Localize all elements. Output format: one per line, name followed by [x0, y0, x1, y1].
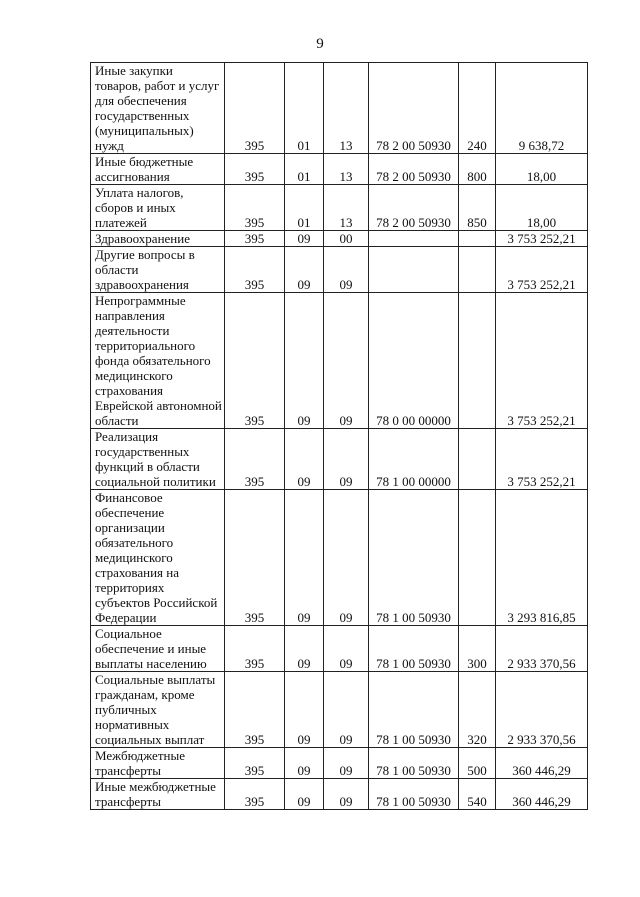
page-number: 9 [316, 36, 324, 52]
row-rz: 09 [285, 490, 324, 626]
row-rz: 09 [285, 748, 324, 779]
row-sum: 360 446,29 [496, 779, 588, 810]
row-csr: 78 1 00 50930 [369, 748, 459, 779]
row-name: Финансовое обеспечение организации обязательного медицинского страхования на территориях субъектов Российской Федерации [91, 490, 225, 626]
row-name: Иные межбюджетные трансферты [91, 779, 225, 810]
table-row [91, 490, 588, 626]
row-pr: 09 [324, 672, 369, 748]
row-name: Реализация государственных функций в области социальной политики [91, 429, 225, 490]
row-sum: 2 933 370,56 [496, 626, 588, 672]
row-name: Межбюджетные трансферты [91, 748, 225, 779]
row-pr: 09 [324, 293, 369, 429]
row-csr: 78 2 00 50930 [369, 185, 459, 231]
row-ved: 395 [225, 779, 285, 810]
table-row [91, 626, 588, 672]
row-rz: 01 [285, 185, 324, 231]
row-ved: 395 [225, 626, 285, 672]
row-pr: 09 [324, 779, 369, 810]
row-csr: 78 1 00 00000 [369, 429, 459, 490]
row-sum: 2 933 370,56 [496, 672, 588, 748]
row-ved: 395 [225, 748, 285, 779]
table-row [91, 231, 588, 247]
row-pr: 09 [324, 490, 369, 626]
row-csr: 78 1 00 50930 [369, 626, 459, 672]
row-ved: 395 [225, 247, 285, 293]
row-csr: 78 1 00 50930 [369, 779, 459, 810]
row-sum: 18,00 [496, 154, 588, 185]
row-sum: 18,00 [496, 185, 588, 231]
row-name: Непрограммные направления деятельности территориального фонда обязательного медицинского страхования Еврейской автономной области [91, 293, 225, 429]
row-rz: 01 [285, 63, 324, 154]
row-pr: 09 [324, 429, 369, 490]
table-row [91, 672, 588, 748]
row-csr: 78 2 00 50930 [369, 63, 459, 154]
row-name: Уплата налогов, сборов и иных платежей [91, 185, 225, 231]
row-rz: 09 [285, 429, 324, 490]
row-rz: 09 [285, 231, 324, 247]
row-sum: 9 638,72 [496, 63, 588, 154]
table-row [91, 429, 588, 490]
row-rz: 09 [285, 626, 324, 672]
table-row [91, 247, 588, 293]
row-pr: 13 [324, 185, 369, 231]
row-vr [459, 231, 496, 247]
row-csr [369, 231, 459, 247]
row-rz: 09 [285, 247, 324, 293]
row-vr: 540 [459, 779, 496, 810]
row-rz: 01 [285, 154, 324, 185]
row-pr: 09 [324, 247, 369, 293]
row-ved: 395 [225, 63, 285, 154]
row-vr: 320 [459, 672, 496, 748]
row-sum: 3 753 252,21 [496, 247, 588, 293]
row-pr: 13 [324, 63, 369, 154]
row-ved: 395 [225, 490, 285, 626]
row-vr: 500 [459, 748, 496, 779]
row-vr: 300 [459, 626, 496, 672]
budget-table [90, 62, 588, 810]
row-name: Другие вопросы в области здравоохранения [91, 247, 225, 293]
row-ved: 395 [225, 154, 285, 185]
table-row [91, 185, 588, 231]
row-vr [459, 247, 496, 293]
row-name: Социальное обеспечение и иные выплаты населению [91, 626, 225, 672]
row-rz: 09 [285, 672, 324, 748]
row-vr: 240 [459, 63, 496, 154]
row-sum: 3 753 252,21 [496, 293, 588, 429]
table-row [91, 293, 588, 429]
row-ved: 395 [225, 231, 285, 247]
row-csr: 78 0 00 00000 [369, 293, 459, 429]
row-vr: 800 [459, 154, 496, 185]
row-pr: 13 [324, 154, 369, 185]
row-csr [369, 247, 459, 293]
table-row [91, 779, 588, 810]
row-vr [459, 429, 496, 490]
row-name: Здравоохранение [91, 231, 225, 247]
row-ved: 395 [225, 293, 285, 429]
row-pr: 00 [324, 231, 369, 247]
row-ved: 395 [225, 672, 285, 748]
row-pr: 09 [324, 626, 369, 672]
row-sum: 3 293 816,85 [496, 490, 588, 626]
row-ved: 395 [225, 185, 285, 231]
table-row [91, 63, 588, 154]
row-rz: 09 [285, 779, 324, 810]
row-sum: 360 446,29 [496, 748, 588, 779]
row-name: Иные закупки товаров, работ и услуг для обеспечения государственных (муниципальных) нужд [91, 63, 225, 154]
row-vr [459, 490, 496, 626]
row-vr [459, 293, 496, 429]
row-sum: 3 753 252,21 [496, 429, 588, 490]
row-rz: 09 [285, 293, 324, 429]
row-vr: 850 [459, 185, 496, 231]
row-pr: 09 [324, 748, 369, 779]
table-row [91, 154, 588, 185]
row-csr: 78 1 00 50930 [369, 490, 459, 626]
row-ved: 395 [225, 429, 285, 490]
table-row [91, 748, 588, 779]
row-sum: 3 753 252,21 [496, 231, 588, 247]
row-csr: 78 2 00 50930 [369, 154, 459, 185]
row-csr: 78 1 00 50930 [369, 672, 459, 748]
row-name: Иные бюджетные ассигнования [91, 154, 225, 185]
row-name: Социальные выплаты гражданам, кроме публичных нормативных социальных выплат [91, 672, 225, 748]
